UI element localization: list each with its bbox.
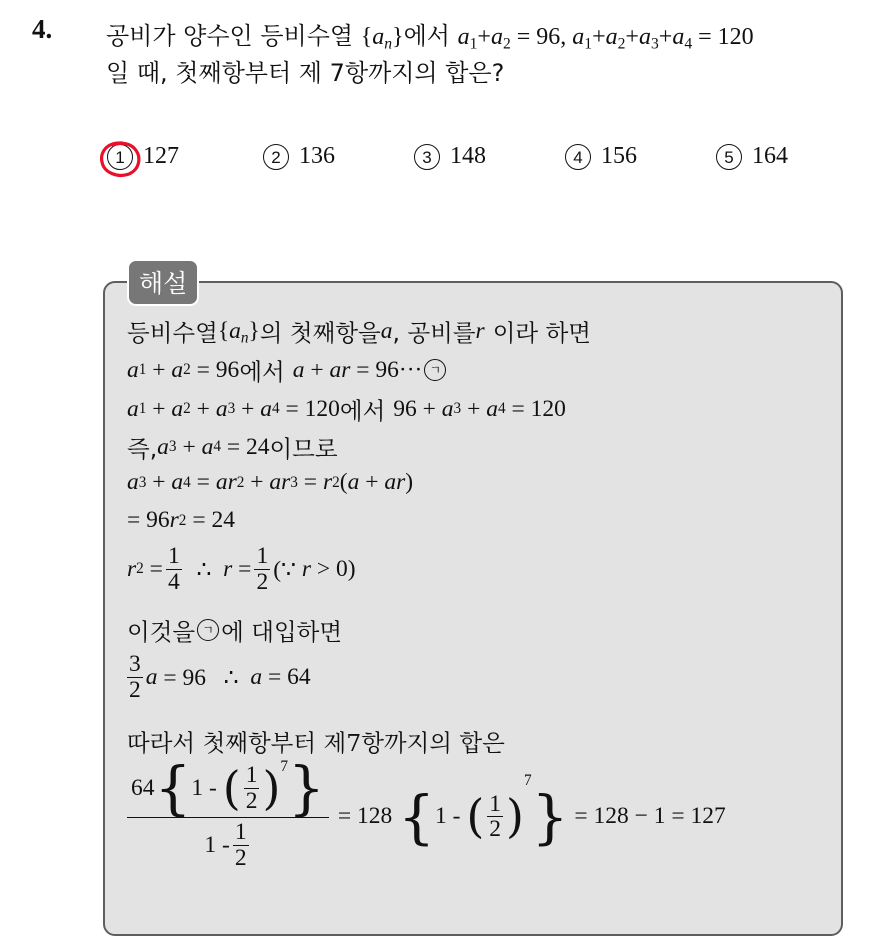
choice-number: 1 <box>107 144 133 170</box>
text: 에서 <box>339 397 386 425</box>
choice-5[interactable] <box>716 143 788 170</box>
solution-tag: 해설 <box>127 259 199 306</box>
circled-label: ㄱ <box>197 619 219 641</box>
choice-value: 127 <box>143 143 179 169</box>
choice-4[interactable] <box>565 143 637 170</box>
choice-number: 3 <box>414 144 440 170</box>
question-text: 공비가 양수인 등비수열 <box>106 22 361 50</box>
question-number: 4. <box>32 14 53 44</box>
choice-value: 156 <box>601 143 637 169</box>
choice-3[interactable] <box>414 143 486 170</box>
text: 이라 하면 <box>492 319 591 347</box>
solution-line-11: 64 { 1 - ( $\frac{1}{2}$ ) 7 } 1 - $\frac{1}{2}$ = 128 { 1 - ( $\frac{1}{2}$ ) 7 } = 128 − 1 = 127 <box>127 763 726 871</box>
solution-line-10: 따라서 첫째항부터 제7항까지의 합은 <box>127 729 505 757</box>
choice-number: 4 <box>565 144 591 170</box>
solution-line-4: 즉, a 3 + a 4 = 24 이므로 <box>127 430 338 464</box>
choice-number: 5 <box>716 144 742 170</box>
choice-value: 136 <box>299 143 335 169</box>
choice-value: 148 <box>450 143 486 169</box>
solution-line-3: a 1 + a 2 + a 3 + a 4 = 120 에서 96 + a 3 + a 4 = 120 <box>127 392 566 426</box>
text: 즉, <box>127 435 158 463</box>
text: , 공비를 <box>392 319 476 347</box>
solution-line-8 <box>127 613 342 647</box>
question-line-1: 공비가 양수인 등비수열 $\{a_n\}$에서 $a_1+a_2 = 96$, $a_1+a_2+a_3+a_4 = 120$ <box>106 22 754 53</box>
solution-line-6: = 96 r 2 = 24 <box>127 507 235 533</box>
text: 이므로 <box>269 435 338 463</box>
question-text: 에서 <box>403 22 458 50</box>
circled-label: ㄱ <box>424 359 446 381</box>
solution-line-5: a 3 + a 4 = ar 2 + ar 3 = r 2 ( a + ar ) <box>127 469 414 495</box>
text: 에 대입하면 <box>221 618 343 646</box>
solution-line-9: $\frac{3}{2}$ a = 96 ∴ a = 64 <box>129 651 311 703</box>
choice-2[interactable] <box>263 143 335 170</box>
solution-line-7: r 2 = $\frac{1}{4}$ ∴ r = $\frac{1}{2}$ (∵ r > 0) <box>127 543 356 595</box>
question-line-2: 일 때, 첫째항부터 제 7항까지의 합은? <box>106 59 505 87</box>
choice-value: 164 <box>752 143 788 169</box>
choice-number: 2 <box>263 144 289 170</box>
choice-1[interactable] <box>107 143 179 170</box>
text: 이것을 <box>127 618 196 646</box>
solution-line-1: 등비수열 { $a_n$ } 의 첫째항을 a , 공비를 r 이라 하면 <box>127 314 591 348</box>
text: 에서 <box>239 358 285 386</box>
text: 등비수열 <box>127 319 218 347</box>
text: 의 첫째항을 <box>259 319 381 347</box>
solution-line-2: a 1 + a 2 = 96 에서 a + ar = 96··· ㄱ <box>127 353 448 387</box>
